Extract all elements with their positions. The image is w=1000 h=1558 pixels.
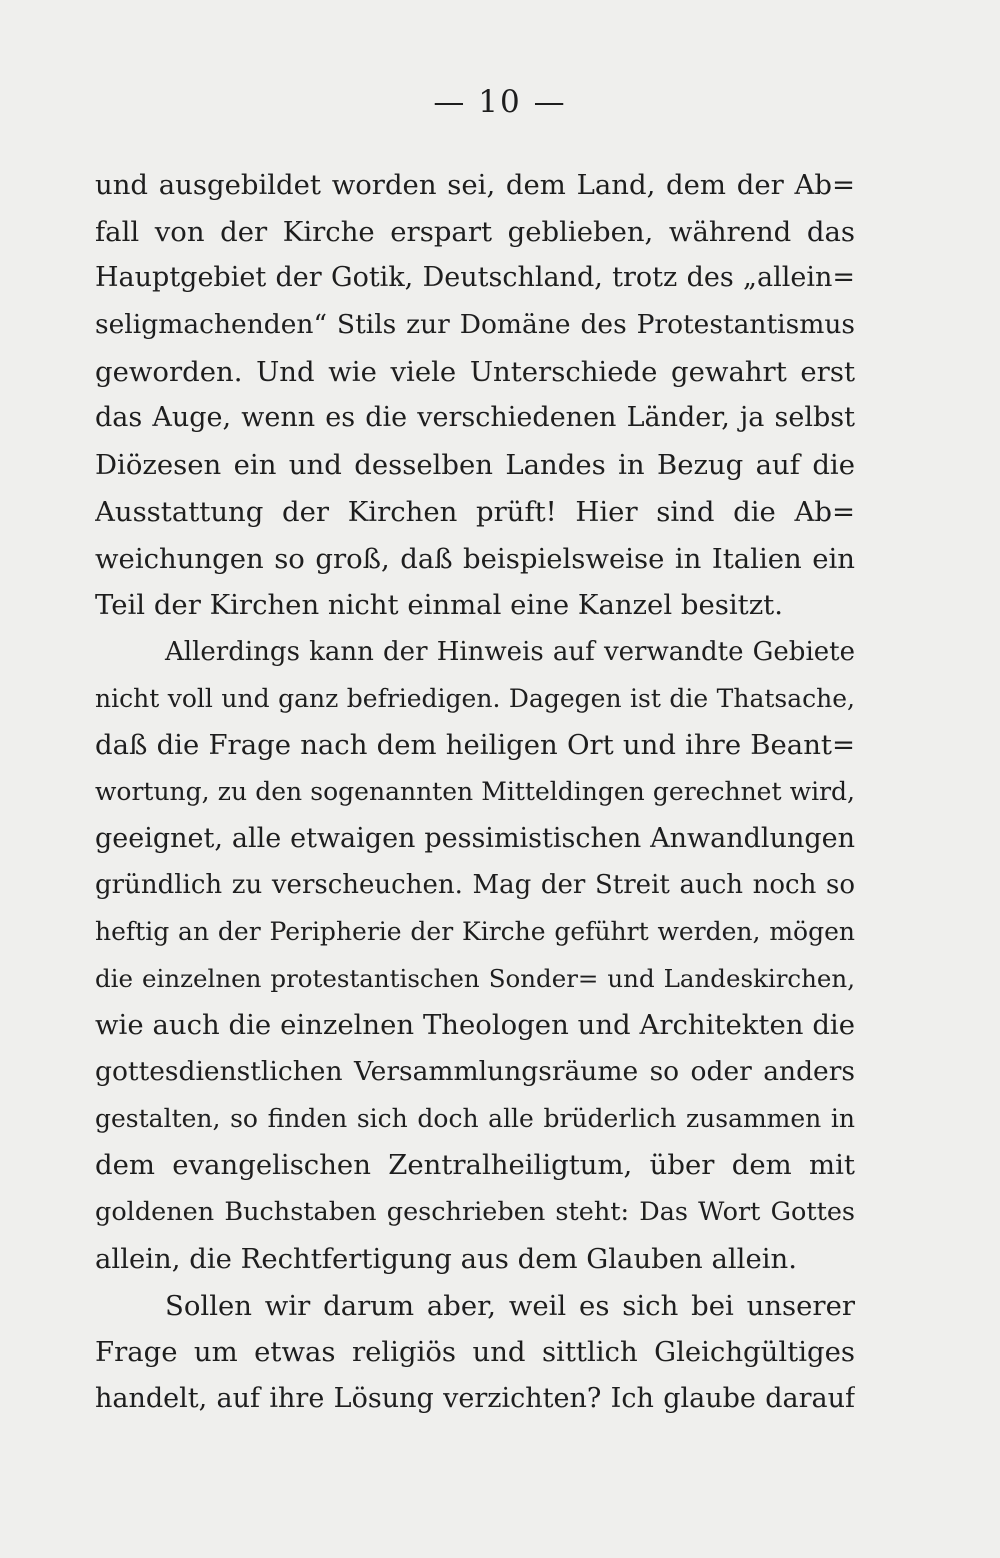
- text-line: fall von der Kirche erspart geblieben, während das: [95, 215, 855, 248]
- text-line: allein, die Rechtfertigung aus dem Glauben allein.: [95, 1242, 797, 1275]
- text-line: wie auch die einzelnen Theologen und Architekten die: [95, 1009, 855, 1042]
- text-line: und ausgebildet worden sei, dem Land, dem der Ab=: [95, 169, 855, 201]
- page-number: — 10 —: [433, 84, 567, 120]
- text-line: daß die Frage nach dem heiligen Ort und ihre Beant=: [95, 729, 855, 762]
- text-line: gründlich zu verscheuchen. Mag der Streit auch noch so: [95, 870, 855, 901]
- text-line: seligmachenden“ Stils zur Domäne des Protestantismus: [95, 309, 855, 341]
- text-line: nicht voll und ganz befriedigen. Dagegen ist die Thatsache,: [95, 683, 855, 713]
- text-line: dem evangelischen Zentralheiligtum, über dem mit: [95, 1149, 855, 1182]
- text-line: gottesdienstlichen Versammlungsräume so oder anders: [95, 1056, 855, 1088]
- body-text: [95, 162, 855, 1423]
- text-line: gestalten, so finden sich doch alle brüderlich zusammen in: [95, 1103, 855, 1133]
- text-line: die einzelnen protestantischen Sonder= und Landeskirchen,: [95, 963, 855, 993]
- text-line: geeignet, alle etwaigen pessimistischen Anwandlungen: [95, 822, 855, 854]
- text-line: Diözesen ein und desselben Landes in Bezug auf die: [95, 449, 855, 482]
- text-line: Teil der Kirchen nicht einmal eine Kanzel besitzt.: [95, 589, 783, 622]
- text-line: geworden. Und wie viele Unterschiede gewahrt erst: [95, 355, 855, 388]
- text-line: Ausstattung der Kirchen prüft! Hier sind die Ab=: [95, 495, 855, 528]
- text-line: Sollen wir darum aber, weil es sich bei unserer: [165, 1289, 855, 1322]
- text-line: weichungen so groß, daß beispielsweise in Italien ein: [95, 542, 855, 575]
- text-line: Allerdings kann der Hinweis auf verwandte Gebiete: [165, 636, 855, 667]
- text-line: das Auge, wenn es die verschiedenen Länder, ja selbst: [95, 402, 855, 434]
- text-line: Hauptgebiet der Gotik, Deutschland, trotz des „allein=: [95, 262, 855, 294]
- text-line: wortung, zu den sogenannten Mitteldingen gerechnet wird,: [95, 776, 855, 806]
- text-line: Frage um etwas religiös und sittlich Gleichgültiges: [95, 1336, 855, 1369]
- text-line: handelt, auf ihre Lösung verzichten? Ich glaube darauf: [95, 1382, 855, 1414]
- text-line: goldenen Buchstaben geschrieben steht: Das Wort Gottes: [95, 1197, 855, 1228]
- text-line: heftig an der Peripherie der Kirche geführt werden, mögen: [95, 917, 855, 946]
